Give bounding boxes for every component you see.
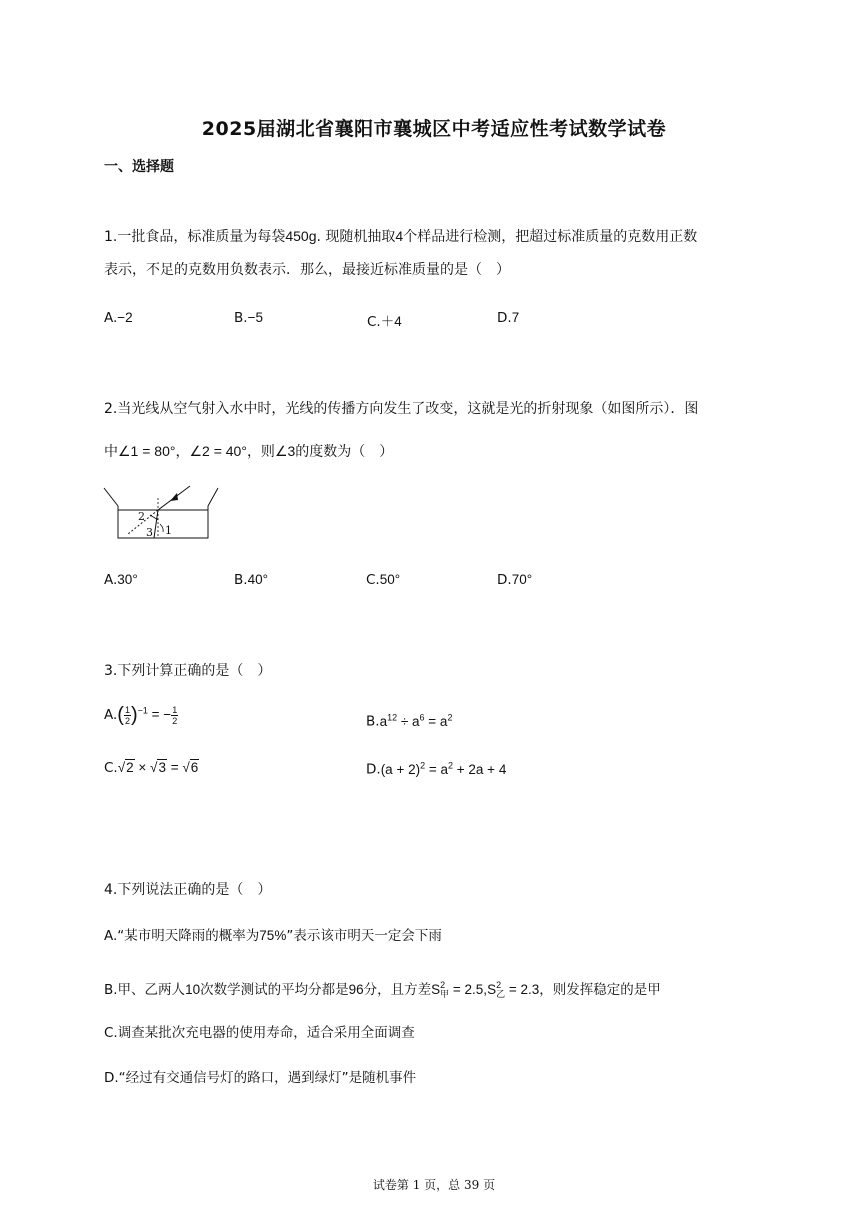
ray-arrow-icon [170, 493, 178, 501]
angle-arc [160, 524, 163, 532]
fraction-numerator: 1 [172, 705, 178, 715]
radicand: 3 [158, 760, 166, 775]
expr-part: a [379, 713, 388, 729]
radicand: 2 [126, 760, 134, 775]
option-value: 7 [511, 310, 520, 325]
expr-part: = a [425, 761, 449, 777]
expr-part: + 2a + 4 [453, 761, 507, 777]
fraction-numerator: 1 [124, 705, 130, 715]
subscript: 甲 [440, 989, 450, 1000]
angle-label: 3 [146, 526, 153, 539]
option-label: A. [104, 707, 118, 724]
exponent: 2 [420, 760, 426, 770]
option-text: ，则发挥稳定的是甲 [539, 982, 661, 998]
q1-count: 4 [395, 228, 404, 244]
exponent: 6 [419, 712, 425, 722]
q3-option-d[interactable] [366, 760, 506, 778]
expr-part: S [487, 982, 497, 997]
q1-option-a[interactable] [104, 310, 133, 326]
angle-label: 1 [165, 524, 172, 537]
q3-b-expression [380, 714, 453, 729]
expr-part: × [134, 760, 151, 775]
q1-option-d[interactable] [497, 310, 519, 326]
option-text: 分，且方差 [363, 982, 432, 998]
container-outline [104, 488, 218, 538]
exponent: −1 [137, 705, 148, 716]
q1-option-c[interactable] [367, 310, 402, 330]
q3-option-a[interactable] [104, 704, 178, 727]
q1-mass: 450g [285, 228, 317, 244]
option-label: C. [367, 314, 381, 330]
option-value: 50° [379, 572, 401, 587]
option-label: B. [366, 713, 380, 730]
option-value: 40° [247, 572, 268, 587]
average-score: 96 [348, 982, 364, 997]
section-heading: 一、选择题 [104, 159, 174, 175]
q2-option-a[interactable] [104, 572, 138, 588]
q1-line1 [104, 226, 697, 247]
q2-option-c[interactable] [366, 572, 400, 588]
q4-option-a[interactable] [104, 924, 442, 944]
expr-part: (a + 2) [380, 761, 421, 777]
refracted-ray [154, 510, 158, 538]
angle-label: 2 [138, 510, 145, 523]
q2-text: ，则 [246, 444, 275, 460]
page-title: 2025届湖北省襄阳市襄城区中考适应性考试数学试卷 [201, 118, 667, 140]
expr-part: = 2.5, [449, 982, 488, 997]
option-text: A.“某市明天降雨的概率为 [104, 928, 260, 944]
option-label: A. [104, 310, 118, 326]
option-text: 次数学测试的平均分都是 [200, 982, 349, 998]
option-value: 30° [117, 572, 138, 587]
q4-stem: 4.下列说法正确的是（ ） [104, 882, 272, 898]
fraction-denominator: 2 [172, 716, 178, 726]
q1-text: 1.一批食品，标准质量为每袋 [104, 229, 286, 245]
q2-line2 [104, 441, 393, 462]
exponent: 2 [440, 980, 446, 991]
q3-option-c[interactable] [104, 760, 199, 776]
q2-text: 的度数为（ ） [295, 444, 394, 460]
q3-a-expression: ( $\frac{1}{2}$ )$^{-1}$ = − $\frac{1}{2}$ [117, 704, 178, 726]
expr-part: = 2.3 [505, 982, 540, 997]
option-label: D. [366, 761, 381, 778]
q2-angle2: ∠2 = 40° [189, 443, 247, 459]
expr-part: = a [424, 713, 448, 729]
variance-a [431, 980, 488, 1000]
q2-angle3: ∠3 [274, 443, 296, 459]
q2-text: 中 [104, 444, 118, 460]
option-label: D. [497, 310, 512, 326]
q1-line2: 表示，不足的克数用负数表示．那么，最接近标准质量的是（ ） [104, 262, 510, 278]
option-label: D. [497, 572, 512, 588]
option-value: −5 [247, 310, 263, 325]
option-label: B. [234, 310, 248, 326]
page-footer: 试卷第 1 页，总 39 页 [372, 1178, 496, 1192]
q2-option-d[interactable] [497, 572, 532, 588]
probability-value: 75% [259, 928, 287, 943]
q1-option-b[interactable] [234, 310, 263, 326]
q2-text: ， [175, 444, 190, 460]
q3-d-expression [381, 762, 507, 777]
option-text: ”表示该市明天一定会下雨 [286, 928, 442, 944]
expr-part: S [431, 982, 441, 997]
exponent: 12 [387, 712, 398, 722]
q1-text: 个样品进行检测，把超过标准质量的克数用正数 [403, 229, 698, 245]
exponent: 2 [496, 980, 502, 991]
option-label: C. [104, 760, 118, 776]
refraction-diagram [100, 484, 224, 544]
exponent: 2 [448, 760, 454, 770]
exponent: 2 [447, 712, 453, 722]
option-value: 70° [511, 572, 533, 587]
subscript: 乙 [496, 989, 506, 1000]
option-label: C. [366, 572, 380, 588]
option-value: −2 [117, 310, 133, 325]
q4-option-d[interactable]: D.“经过有交通信号灯的路口，遇到绿灯”是随机事件 [104, 1070, 417, 1086]
q3-option-b[interactable] [366, 712, 452, 730]
variance-b [487, 980, 540, 1000]
q4-option-c[interactable]: C.调查某批次充电器的使用寿命，适合采用全面调查 [104, 1025, 415, 1041]
test-count: 10 [185, 982, 201, 997]
equals-text: = − [147, 707, 172, 723]
fraction-denominator: 2 [124, 716, 130, 726]
option-label: B. [234, 572, 248, 588]
q2-option-b[interactable] [234, 572, 268, 588]
option-label: A. [104, 572, 118, 588]
q4-option-b[interactable] [104, 978, 661, 999]
q2-angle1: ∠1 = 80° [118, 443, 176, 459]
expr-part: ÷ a [397, 713, 420, 729]
q1-text: . 现随机抽取 [316, 229, 396, 245]
option-value: ＋4 [380, 314, 402, 329]
q2-line1: 2.当光线从空气射入水中时，光线的传播方向发生了改变，这就是光的折射现象（如图所示）．图 [104, 401, 699, 417]
option-text: B.甲、乙两人 [104, 982, 186, 998]
q3-stem: 3.下列计算正确的是（ ） [104, 663, 272, 679]
radicand: 6 [190, 760, 199, 775]
expr-part: = [166, 760, 183, 775]
q3-c-expression: √2 × √3 = √6 [117, 760, 199, 775]
